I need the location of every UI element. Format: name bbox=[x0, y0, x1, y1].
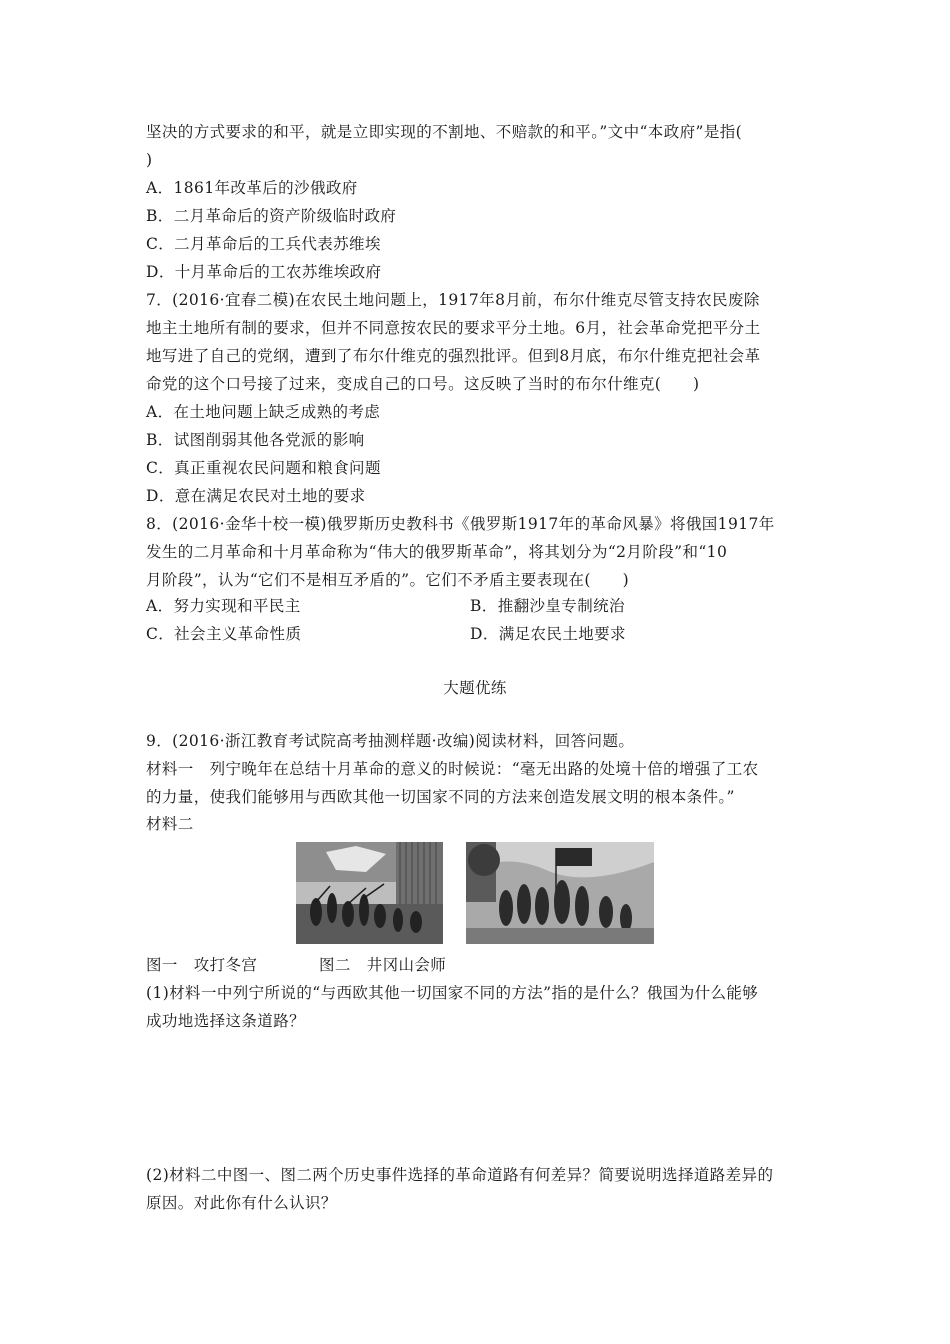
q9-sub2-line-1: (2)材料二中图一、图二两个历史事件选择的革命道路有何差异？简要说明选择道路差异的 bbox=[146, 1166, 774, 1184]
q6-option-a: A．1861年改革后的沙俄政府 bbox=[146, 179, 358, 197]
figure-jinggangshan-meeting bbox=[466, 842, 654, 944]
q7-option-b: B．试图削弱其他各党派的影响 bbox=[146, 431, 365, 449]
q7-stem-line-2: 地主土地所有制的要求，但并不同意按农民的要求平分土地。6月，社会革命党把平分土 bbox=[146, 319, 761, 337]
q7-option-d: D．意在满足农民对土地的要求 bbox=[146, 487, 366, 505]
figure1-caption: 图一 攻打冬宫 bbox=[146, 956, 258, 974]
q9-material1-line-2: 的力量，使我们能够用与西欧其他一切国家不同的方法来创造发展文明的根本条件。” bbox=[146, 788, 735, 806]
q8-option-b: B．推翻沙皇专制统治 bbox=[470, 597, 625, 615]
q8-option-a: A．努力实现和平民主 bbox=[146, 597, 301, 615]
figure-storming-winter-palace bbox=[296, 842, 443, 944]
q8-stem-line-3: 月阶段”，认为“它们不是相互矛盾的”。它们不矛盾主要表现在( ) bbox=[146, 571, 630, 589]
q9-material2-label: 材料二 bbox=[146, 815, 194, 833]
q7-stem-line-1: 7．(2016·宜春二模)在农民土地问题上，1917年8月前，布尔什维克尽管支持农民废除 bbox=[146, 291, 760, 309]
q9-sub1-line-1: (1)材料一中列宁所说的“与西欧其他一切国家不同的方法”指的是什么？俄国为什么能够 bbox=[146, 984, 759, 1002]
q9-sub2-line-2: 原因。对此你有什么认识？ bbox=[146, 1194, 337, 1212]
q7-option-a: A．在土地问题上缺乏成熟的考虑 bbox=[146, 403, 381, 421]
q6-stem-line: 坚决的方式要求的和平，就是立即实现的不割地、不赔款的和平。”文中“本政府”是指( bbox=[146, 123, 743, 141]
q8-option-d: D．满足农民土地要求 bbox=[470, 625, 626, 643]
q6-option-c: C．二月革命后的工兵代表苏维埃 bbox=[146, 235, 381, 253]
q8-option-c: C．社会主义革命性质 bbox=[146, 625, 302, 643]
q9-intro: 9．(2016·浙江教育考试院高考抽测样题·改编)阅读材料，回答问题。 bbox=[146, 732, 635, 750]
figure2-caption: 图二 井冈山会师 bbox=[319, 956, 447, 974]
q6-stem-paren: ) bbox=[146, 151, 153, 169]
q6-option-b: B．二月革命后的资产阶级临时政府 bbox=[146, 207, 397, 225]
q8-stem-line-2: 发生的二月革命和十月革命称为“伟大的俄罗斯革命”，将其划分为“2月阶段”和“10 bbox=[146, 543, 728, 561]
q6-option-d: D．十月革命后的工农苏维埃政府 bbox=[146, 263, 382, 281]
q8-stem-line-1: 8．(2016·金华十校一模)俄罗斯历史教科书《俄罗斯1917年的革命风暴》将俄国1917年 bbox=[146, 515, 775, 533]
q9-sub1-line-2: 成功地选择这条道路？ bbox=[146, 1012, 306, 1030]
q7-option-c: C．真正重视农民问题和粮食问题 bbox=[146, 459, 381, 477]
q9-material1-line-1: 材料一 列宁晚年在总结十月革命的意义的时候说：“毫无出路的处境十倍的增强了工农 bbox=[146, 760, 759, 778]
q7-stem-line-4: 命党的这个口号接了过来，变成自己的口号。这反映了当时的布尔什维克( ) bbox=[146, 375, 700, 393]
section-title: 大题优练 bbox=[443, 679, 507, 697]
q7-stem-line-3: 地写进了自己的党纲，遭到了布尔什维克的强烈批评。但到8月底，布尔什维克把社会革 bbox=[146, 347, 761, 365]
